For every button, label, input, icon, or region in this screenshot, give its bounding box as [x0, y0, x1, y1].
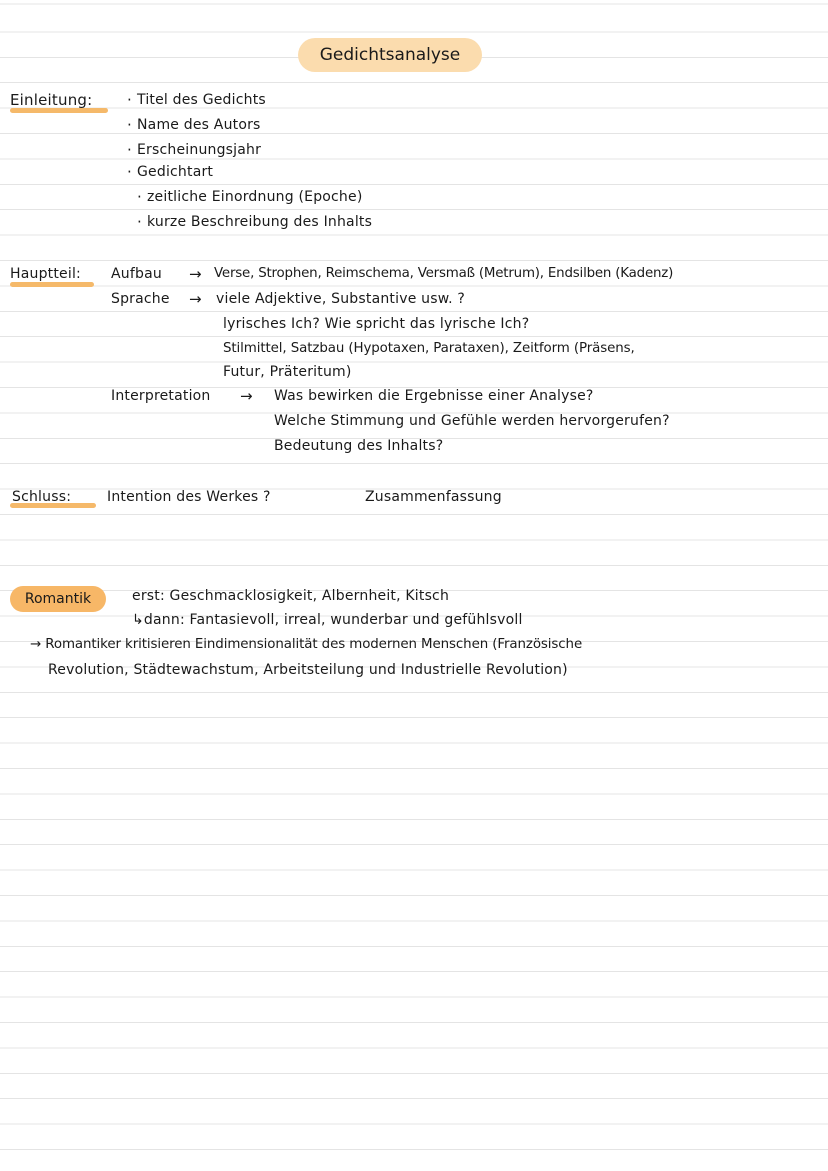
schluss-label: Schluss:: [12, 489, 72, 505]
aufbau-text: Verse, Strophen, Reimschema, Versmaß (Metrum), Endsilben (Kadenz): [214, 266, 674, 281]
einleitung-item: Name des Autors: [137, 117, 261, 133]
schluss-text-2: Zusammenfassung: [365, 489, 502, 505]
romantik-label: Romantik: [10, 586, 106, 612]
einleitung-item: zeitliche Einordnung (Epoche): [147, 189, 363, 205]
bullet: ·: [127, 91, 132, 109]
bullet: ·: [127, 116, 132, 134]
arrow-icon: →: [189, 265, 202, 283]
romantik-line: erst: Geschmacklosigkeit, Albernheit, Kitsch: [132, 588, 450, 604]
sprache-line: viele Adjektive, Substantive usw. ?: [216, 291, 466, 307]
bullet: ·: [137, 188, 142, 206]
interpretation-line: Welche Stimmung und Gefühle werden hervorgerufen?: [274, 413, 670, 429]
bullet: ·: [127, 163, 132, 181]
bullet: ·: [127, 141, 132, 159]
sprache-label: Sprache: [111, 291, 170, 307]
einleitung-label: Einleitung:: [10, 91, 93, 109]
arrow-icon: →: [240, 387, 253, 405]
bullet: ·: [137, 213, 142, 231]
aufbau-label: Aufbau: [111, 266, 162, 282]
einleitung-item: Gedichtart: [137, 164, 214, 180]
einleitung-item: Erscheinungsjahr: [137, 142, 262, 158]
romantik-line: → Romantiker kritisieren Eindimensionalität des modernen Menschen (Französische: [30, 637, 583, 652]
interpretation-line: Was bewirken die Ergebnisse einer Analyse?: [274, 388, 594, 404]
interpretation-line: Bedeutung des Inhalts?: [274, 438, 444, 454]
sprache-line: lyrisches Ich? Wie spricht das lyrische Ich?: [223, 316, 530, 332]
sprache-line: Futur, Präteritum): [223, 364, 352, 380]
einleitung-item: kurze Beschreibung des Inhalts: [147, 214, 373, 230]
sprache-line: Stilmittel, Satzbau (Hypotaxen, Parataxen), Zeitform (Präsens,: [223, 341, 635, 356]
hauptteil-label: Hauptteil:: [10, 266, 81, 282]
romantik-line: ↳dann: Fantasievoll, irreal, wunderbar und gefühlsvoll: [132, 612, 523, 628]
arrow-icon: →: [189, 290, 202, 308]
romantik-line: Revolution, Städtewachstum, Arbeitsteilung und Industrielle Revolution): [48, 662, 568, 678]
schluss-text: Intention des Werkes ?: [107, 489, 271, 505]
interpretation-label: Interpretation: [111, 388, 211, 404]
page-title: Gedichtsanalyse: [298, 38, 482, 72]
einleitung-item: Titel des Gedichts: [137, 92, 266, 108]
